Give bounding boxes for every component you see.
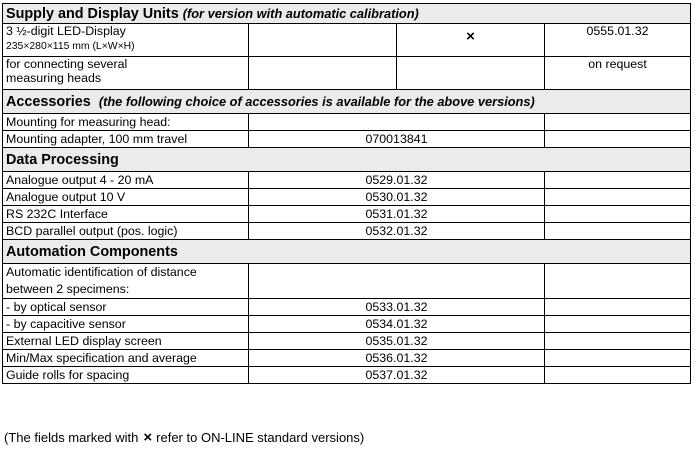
empty-cell: [545, 367, 691, 384]
row-code: 0530.01.32: [249, 189, 545, 206]
empty-cell: [249, 24, 397, 57]
supply-section-title: [3, 4, 691, 24]
empty-cell: [545, 223, 691, 240]
table-row: [3, 316, 691, 333]
supply-title: Supply and Display Units: [6, 6, 179, 22]
several-heads-line1: for connecting several: [6, 57, 128, 71]
empty-cell: [545, 206, 691, 223]
row-label: - by capacitive sensor: [3, 316, 249, 333]
empty-cell: [545, 131, 691, 148]
row-code: 0537.01.32: [249, 367, 545, 384]
empty-cell: [249, 57, 397, 90]
several-heads-desc: [3, 57, 249, 90]
row-label: Analogue output 10 V: [3, 189, 249, 206]
row-label: External LED display screen: [3, 333, 249, 350]
table-row: [3, 206, 691, 223]
footnote-text-before: (The fields marked with: [4, 430, 139, 445]
automation-intro: [3, 264, 249, 299]
automation-intro-line2: between 2 specimens:: [6, 282, 130, 296]
table-row: [3, 367, 691, 384]
empty-cell: [249, 264, 545, 299]
empty-cell: [545, 189, 691, 206]
accessories-title: Accessories: [6, 94, 91, 110]
row-code: 0534.01.32: [249, 316, 545, 333]
empty-cell: [545, 172, 691, 189]
empty-cell: [545, 264, 691, 299]
several-heads-line2: measuring heads: [6, 71, 102, 85]
section-header-supply: [3, 4, 691, 24]
row-label: Min/Max specification and average: [3, 350, 249, 367]
row-code: 0536.01.32: [249, 350, 545, 367]
empty-cell: [545, 350, 691, 367]
data-processing-title: Data Processing: [3, 148, 691, 172]
row-label: Analogue output 4 - 20 mA: [3, 172, 249, 189]
table-row: [3, 333, 691, 350]
row-code: 0529.01.32: [249, 172, 545, 189]
section-header-accessories: [3, 90, 691, 114]
row-label: - by optical sensor: [3, 299, 249, 316]
empty-cell: [545, 114, 691, 131]
row-code: [249, 114, 545, 131]
empty-cell: [545, 316, 691, 333]
table-row: [3, 114, 691, 131]
row-code: 0532.01.32: [249, 223, 545, 240]
led-display-label: 3 ½-digit LED-Display: [6, 24, 126, 38]
automation-intro-line1: Automatic identification of distance: [6, 265, 197, 279]
row-label: Mounting for measuring head:: [3, 114, 249, 131]
section-header-data-processing: [3, 148, 691, 172]
empty-cell: [545, 299, 691, 316]
table-row: [3, 350, 691, 367]
product-table: [2, 3, 691, 384]
accessories-section-title: [3, 90, 691, 114]
row-code: 070013841: [249, 131, 545, 148]
empty-cell: [545, 333, 691, 350]
row-code: 0533.01.32: [249, 299, 545, 316]
several-heads-code: on request: [545, 57, 691, 90]
table-row: [3, 223, 691, 240]
table-row: [3, 131, 691, 148]
supply-note: (for version with automatic calibration): [182, 6, 419, 21]
footnote-text-after: refer to ON-LINE standard versions): [156, 430, 365, 445]
product-table-container: [2, 3, 690, 384]
table-row: [3, 299, 691, 316]
section-header-automation: [3, 240, 691, 264]
table-row: [3, 172, 691, 189]
automation-title: Automation Components: [3, 240, 691, 264]
accessories-note: (the following choice of accessories is available for the above versions): [98, 94, 535, 109]
standard-version-cell: [397, 24, 545, 57]
supply-row-several-heads: [3, 57, 691, 90]
row-code: 0531.01.32: [249, 206, 545, 223]
footnote: [4, 430, 364, 446]
led-display-code: 0555.01.32: [545, 24, 691, 57]
x-mark-icon: ×: [143, 429, 153, 446]
led-display-desc: [3, 24, 249, 57]
row-label: BCD parallel output (pos. logic): [3, 223, 249, 240]
table-row: [3, 189, 691, 206]
automation-intro-row: [3, 264, 691, 299]
row-label: RS 232C Interface: [3, 206, 249, 223]
row-label: Mounting adapter, 100 mm travel: [3, 131, 249, 148]
led-display-dimensions: 235×280×115 mm (L×W×H): [6, 41, 135, 52]
x-mark-icon: ×: [466, 28, 475, 45]
supply-row-led-display: [3, 24, 691, 57]
empty-cell: [397, 57, 545, 90]
row-code: 0535.01.32: [249, 333, 545, 350]
row-label: Guide rolls for spacing: [3, 367, 249, 384]
